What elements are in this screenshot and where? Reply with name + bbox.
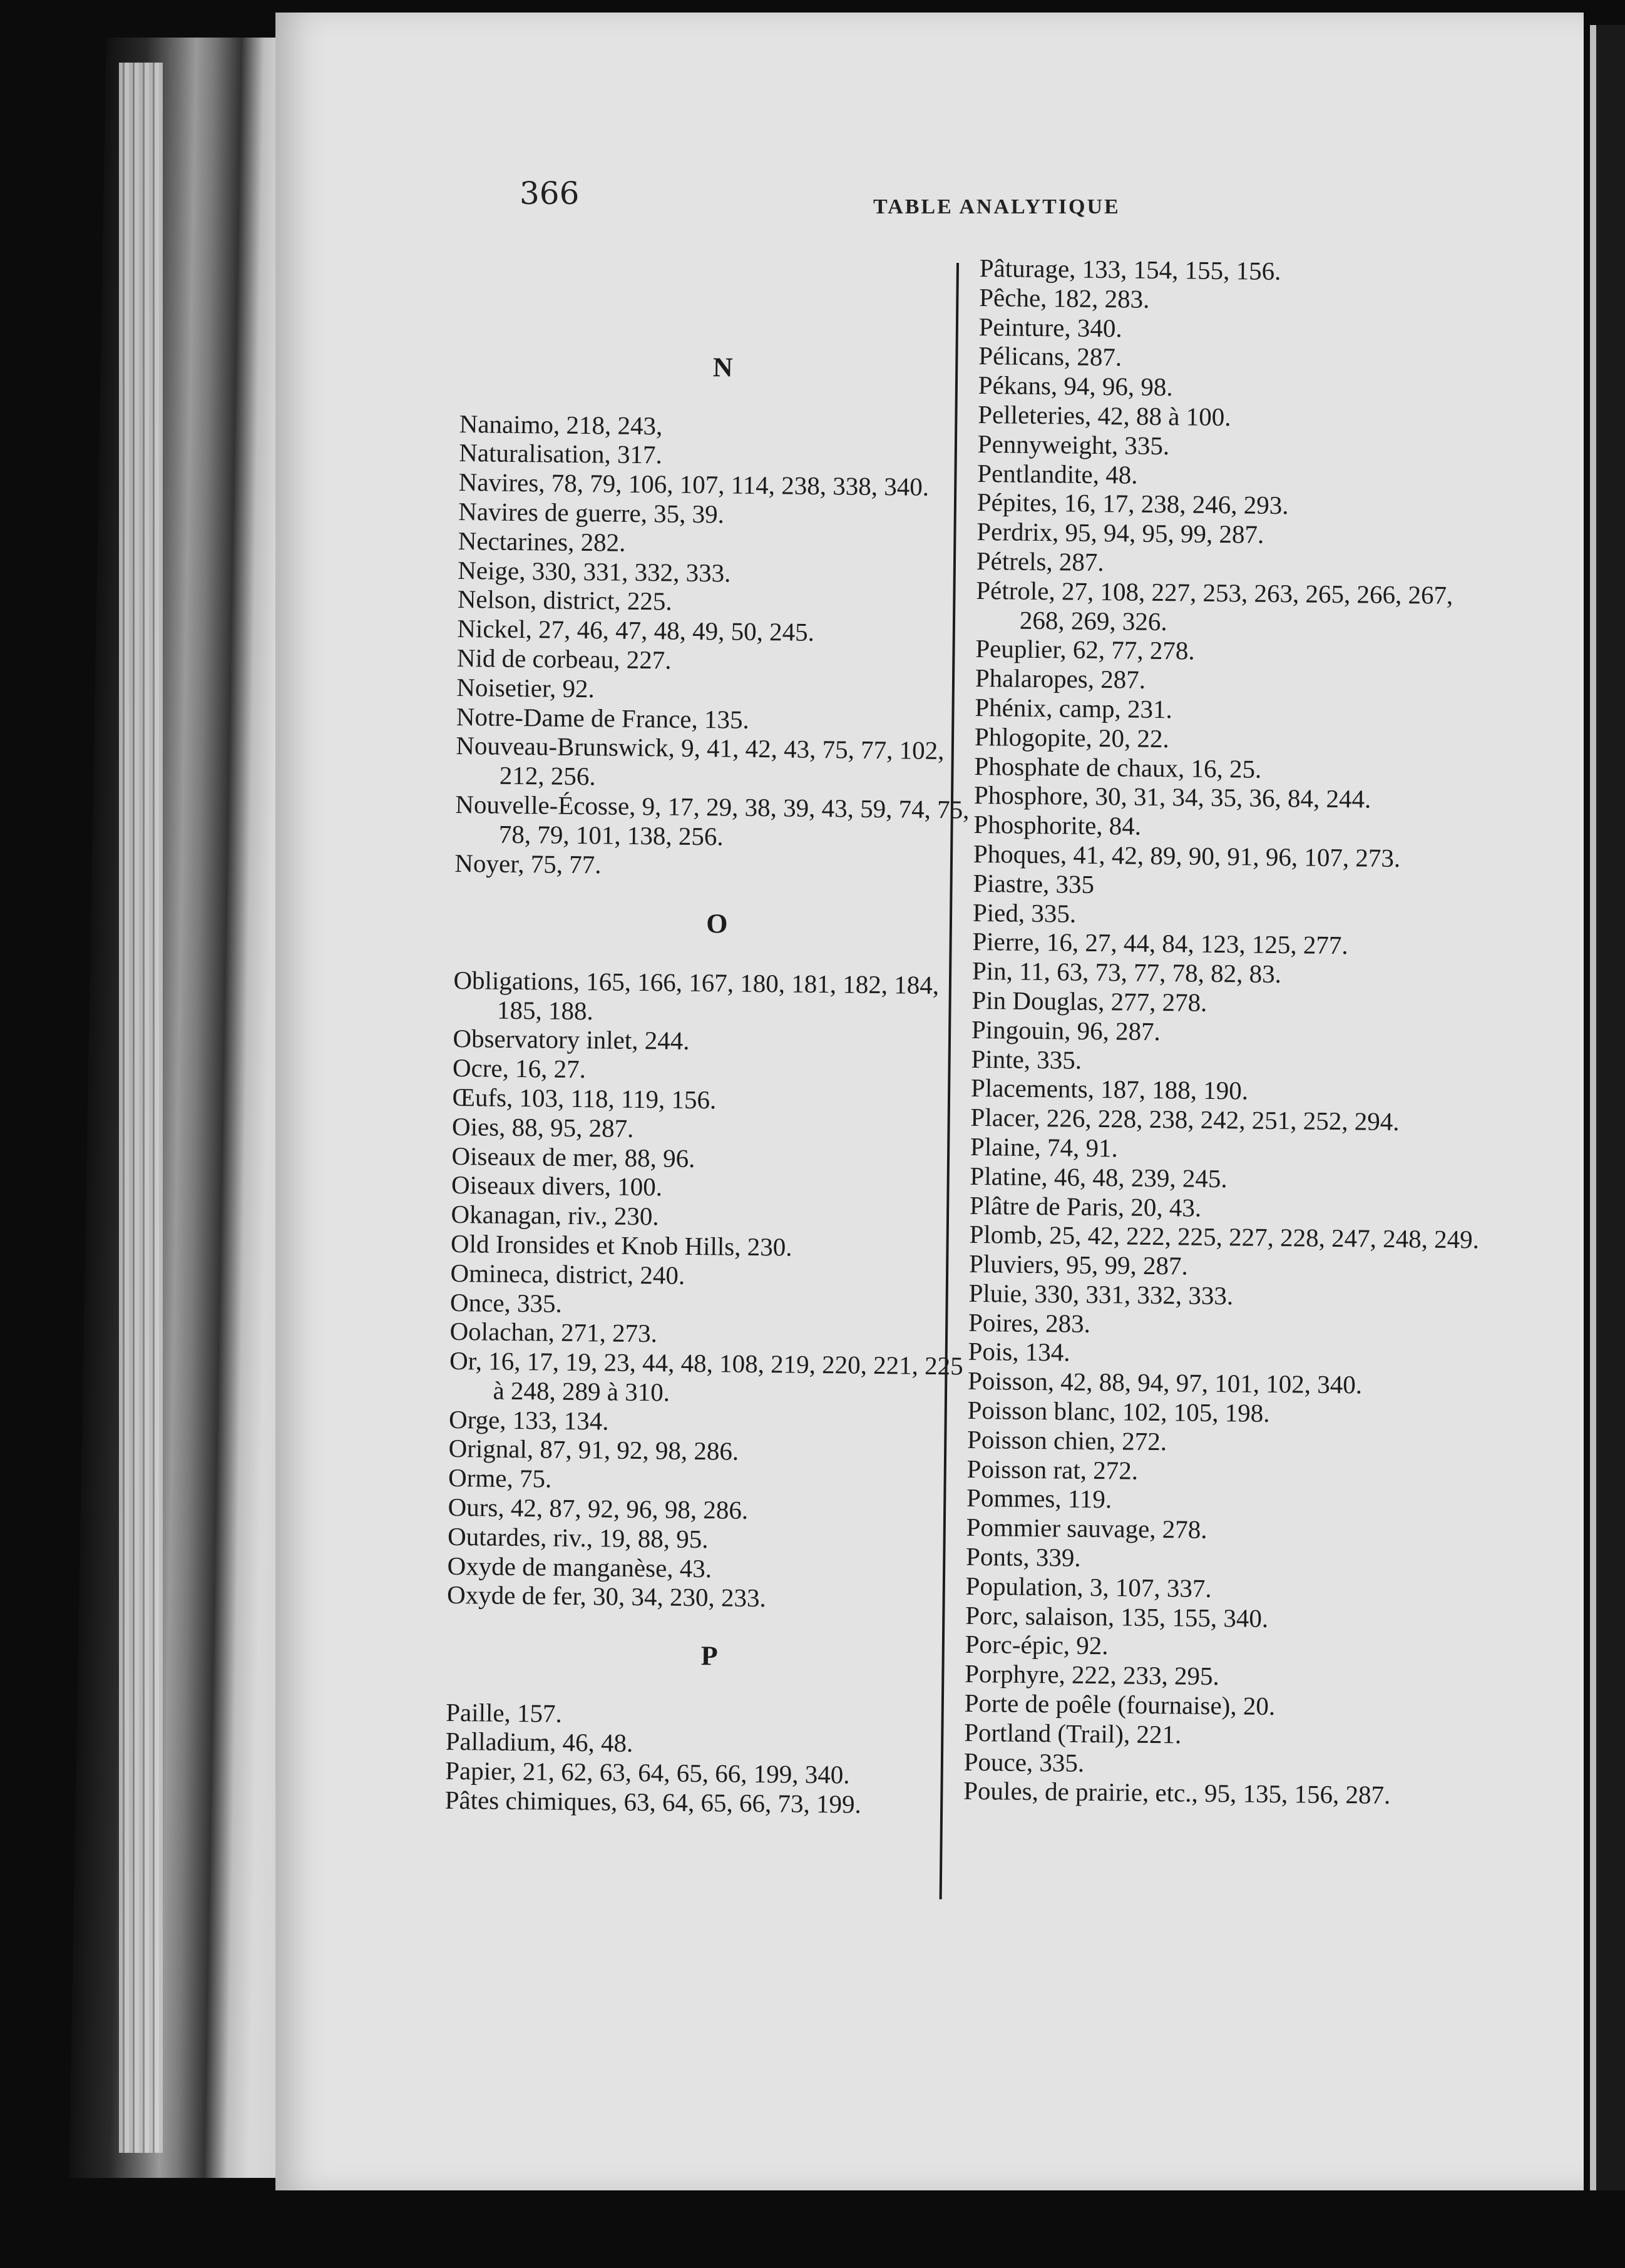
index-entry: Nouveau-Brunswick, 9, 41, 42, 43, 75, 77, 102, 212, 256. bbox=[456, 731, 945, 791]
index-entry: Œufs, 103, 118, 119, 156. bbox=[452, 1082, 717, 1115]
index-entry: Ours, 42, 87, 92, 96, 98, 286. bbox=[448, 1492, 749, 1525]
index-entry: Poires, 283. bbox=[968, 1307, 1091, 1338]
index-entry: Poisson blanc, 102, 105, 198. bbox=[967, 1395, 1270, 1428]
page-number: 366 bbox=[520, 175, 580, 212]
index-entry: Navires de guerre, 35, 39. bbox=[458, 496, 725, 529]
index-entry: Pommes, 119. bbox=[966, 1483, 1112, 1514]
index-entry: Phosphate de chaux, 16, 25. bbox=[974, 751, 1262, 784]
index-entry: Nanaimo, 218, 243, bbox=[459, 409, 663, 440]
index-entry: Phoques, 41, 42, 89, 90, 91, 96, 107, 273. bbox=[973, 839, 1401, 873]
index-entry: Peuplier, 62, 77, 278. bbox=[975, 634, 1195, 665]
index-entry: Phlogopite, 20, 22. bbox=[974, 722, 1170, 753]
index-entry: Pâturage, 133, 154, 155, 156. bbox=[979, 253, 1281, 286]
index-entry: Or, 16, 17, 19, 23, 44, 48, 108, 219, 220, 221, 225 à 248, 289 à 310. bbox=[449, 1346, 963, 1407]
index-entry: Peinture, 340. bbox=[978, 312, 1122, 342]
index-entry: Pierre, 16, 27, 44, 84, 123, 125, 277. bbox=[972, 927, 1348, 960]
index-entry: Pluviers, 95, 99, 287. bbox=[968, 1249, 1188, 1280]
index-entry: Nid de corbeau, 227. bbox=[456, 643, 672, 675]
index-entry: Nickel, 27, 46, 47, 48, 49, 50, 245. bbox=[457, 614, 815, 647]
index-entry: Pentlandite, 48. bbox=[977, 458, 1138, 489]
running-title: TABLE ANALYTIQUE bbox=[873, 195, 1120, 218]
index-entry: Old Ironsides et Knob Hills, 230. bbox=[450, 1228, 792, 1262]
index-entry: Okanagan, riv., 230. bbox=[451, 1200, 659, 1231]
index-entry: Orme, 75. bbox=[448, 1463, 552, 1493]
index-entry: Pâtes chimiques, 63, 64, 65, 66, 73, 199. bbox=[444, 1785, 862, 1819]
index-entry: Poules, de prairie, etc., 95, 135, 156, 287. bbox=[963, 1776, 1391, 1810]
index-entry: Paille, 157. bbox=[445, 1697, 563, 1728]
index-entry: Plaine, 74, 91. bbox=[970, 1131, 1119, 1163]
index-entry: Pêche, 182, 283. bbox=[979, 282, 1150, 314]
index-entry: Phosphore, 30, 31, 34, 35, 36, 84, 244. bbox=[973, 780, 1371, 814]
index-entry: Naturalisation, 317. bbox=[459, 438, 663, 469]
index-entry: Pékans, 94, 96, 98. bbox=[978, 370, 1173, 402]
index-entry: Porc-épic, 92. bbox=[965, 1630, 1109, 1660]
index-entry: Nelson, district, 225. bbox=[457, 585, 672, 616]
index-entry: Population, 3, 107, 337. bbox=[965, 1571, 1212, 1603]
index-entry: Porc, salaison, 135, 155, 340. bbox=[965, 1600, 1269, 1633]
index-entry: Poisson chien, 272. bbox=[966, 1424, 1167, 1456]
index-entry: Pouce, 335. bbox=[963, 1747, 1085, 1777]
index-entry: Platine, 46, 48, 239, 245. bbox=[970, 1161, 1228, 1193]
index-entry: Navires, 78, 79, 106, 107, 114, 238, 338, 340. bbox=[458, 467, 930, 502]
index-entry: Notre-Dame de France, 135. bbox=[456, 702, 749, 734]
index-entry: Pépites, 16, 17, 238, 246, 293. bbox=[977, 488, 1289, 520]
index-entry: Phénix, camp, 231. bbox=[975, 692, 1173, 724]
index-entry: Phosphorite, 84. bbox=[973, 810, 1142, 840]
index-entry: Piastre, 335 bbox=[973, 868, 1095, 899]
index-entry: Nouvelle-Écosse, 9, 17, 29, 38, 39, 43, 59, 74, 75, 78, 79, 101, 138, 256. bbox=[455, 789, 970, 851]
index-entry: Pétrole, 27, 108, 227, 253, 263, 265, 266, 267, 268, 269, 326. bbox=[976, 575, 1453, 636]
index-entry: Neige, 330, 331, 332, 333. bbox=[458, 555, 731, 588]
index-entry: Perdrix, 95, 94, 95, 99, 287. bbox=[977, 517, 1264, 549]
index-entry: Plomb, 25, 42, 222, 225, 227, 228, 247, 248, 249. bbox=[969, 1220, 1480, 1254]
index-entry: Oiseaux de mer, 88, 96. bbox=[451, 1141, 695, 1173]
index-entry: Pélicans, 287. bbox=[978, 341, 1122, 372]
index-entry: Ocre, 16, 27. bbox=[452, 1053, 587, 1084]
index-entry: Pennyweight, 335. bbox=[977, 429, 1170, 460]
index-entry: Pinte, 335. bbox=[971, 1044, 1082, 1075]
index-entry: Pétrels, 287. bbox=[976, 546, 1104, 577]
index-entry: Pin Douglas, 277, 278. bbox=[971, 985, 1207, 1017]
page-stack-edge bbox=[119, 63, 163, 2153]
index-entry: Obligations, 165, 166, 167, 180, 181, 182, 184, 185, 188. bbox=[453, 965, 940, 1025]
index-entry: Placer, 226, 228, 238, 242, 251, 252, 294. bbox=[970, 1103, 1400, 1137]
index-entry: Ponts, 339. bbox=[965, 1541, 1081, 1572]
index-entry: Pluie, 330, 331, 332, 333. bbox=[968, 1278, 1234, 1310]
index-entry: Oolachan, 271, 273. bbox=[449, 1317, 658, 1348]
index-entry: Poisson, 42, 88, 94, 97, 101, 102, 340. bbox=[967, 1366, 1363, 1399]
section-letter: N bbox=[712, 352, 733, 383]
section-letter: O bbox=[706, 908, 728, 939]
index-entry: Portland (Trail), 221. bbox=[964, 1717, 1182, 1749]
index-entry: Pied, 335. bbox=[972, 897, 1077, 928]
index-entry: Pois, 134. bbox=[968, 1337, 1070, 1367]
index-entry: Pingouin, 96, 287. bbox=[971, 1014, 1161, 1046]
index-entry: Observatory inlet, 244. bbox=[453, 1024, 690, 1056]
index-entry: Oxyde de fer, 30, 34, 230, 233. bbox=[446, 1580, 767, 1613]
index-entry: Orge, 133, 134. bbox=[448, 1404, 609, 1436]
index-entry: Porte de poêle (fournaise), 20. bbox=[964, 1688, 1276, 1721]
index-entry: Plâtre de Paris, 20, 43. bbox=[969, 1190, 1202, 1222]
index-entry: Pommier sauvage, 278. bbox=[966, 1513, 1207, 1545]
index-entry: Outardes, riv., 19, 88, 95. bbox=[447, 1521, 709, 1554]
facing-page-edge bbox=[1590, 25, 1625, 2190]
section-letter: P bbox=[700, 1640, 718, 1672]
index-entry: Noisetier, 92. bbox=[456, 672, 595, 703]
index-entry: Phalaropes, 287. bbox=[975, 663, 1146, 694]
index-entry: Oies, 88, 95, 287. bbox=[451, 1111, 634, 1143]
index-column-right bbox=[963, 253, 1493, 1811]
index-entry: Pelleteries, 42, 88 à 100. bbox=[978, 399, 1231, 432]
index-entry: Pin, 11, 63, 73, 77, 78, 82, 83. bbox=[971, 956, 1282, 989]
index-column-left bbox=[444, 350, 985, 1821]
index-entry: Porphyre, 222, 233, 295. bbox=[964, 1659, 1220, 1691]
index-entry: Nectarines, 282. bbox=[458, 526, 626, 557]
index-entry: Oxyde de manganèse, 43. bbox=[447, 1551, 712, 1583]
index-entry: Orignal, 87, 91, 92, 98, 286. bbox=[448, 1434, 739, 1466]
index-entry: Noyer, 75, 77. bbox=[454, 848, 602, 879]
index-entry: Placements, 187, 188, 190. bbox=[970, 1073, 1249, 1105]
index-entry: Papier, 21, 62, 63, 64, 65, 66, 199, 340. bbox=[444, 1756, 850, 1789]
index-entry: Palladium, 46, 48. bbox=[445, 1727, 633, 1758]
index-entry: Poisson rat, 272. bbox=[966, 1454, 1139, 1485]
index-entry: Once, 335. bbox=[449, 1287, 563, 1318]
index-entry: Oiseaux divers, 100. bbox=[451, 1170, 663, 1202]
index-entry: Omineca, district, 240. bbox=[450, 1258, 685, 1290]
